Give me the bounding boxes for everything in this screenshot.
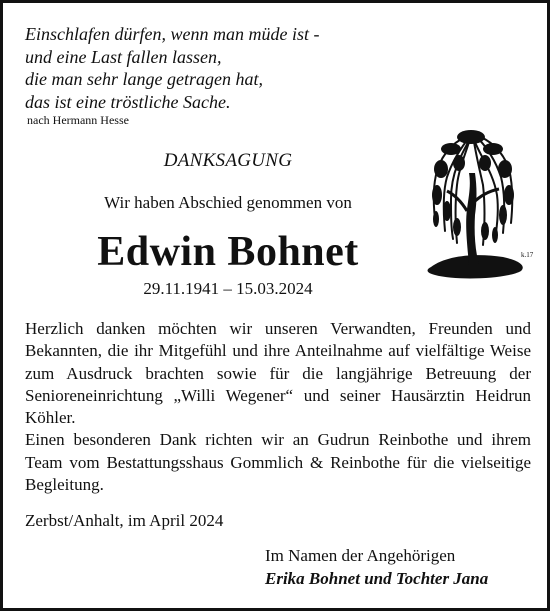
body-text [25, 318, 531, 496]
place-and-date: Zerbst/Anhalt, im April 2024 [25, 511, 224, 530]
special-thanks-paragraph: Einen besonderen Dank richten wir an Gudrun Reinbothe und ihrem Team vom Bestattungsshaus Gommlich & Reinbothe für die vielseitige Begleitung. [25, 430, 531, 495]
thanks-paragraph: Herzlich danken möchten wir unseren Verwandten, Freunden und Bekannten, die ihr Mitgefühl und ihre Anteilnahme auf vielfältige Weise zum Ausdruck brachten sowie für die langjährige Betreuung der Senioreneinrichtung „Willi Wegener“ und seiner Hausärztin Heidrun Köhler. [25, 319, 531, 428]
signoff-names: Erika Bohnet und Tochter Jana [265, 569, 489, 588]
poem [25, 23, 319, 113]
poem-line: die man sehr lange getragen hat, [25, 69, 263, 89]
poem-line: Einschlafen dürfen, wenn man müde ist - [25, 24, 320, 44]
artist-signature: k.17 [521, 251, 534, 259]
deceased-name: Edwin Bohnet [97, 229, 359, 275]
poem-line: das ist eine tröstliche Sache. [25, 91, 231, 112]
signoff-lead: Im Namen der Angehörigen [265, 546, 456, 565]
poem-line: und eine Last fallen lassen, [25, 46, 222, 67]
notice-intro: Wir haben Abschied genommen von [104, 193, 352, 212]
poem-attribution: nach Hermann Hesse [27, 113, 129, 127]
weeping-willow-tree-icon [417, 115, 537, 285]
life-dates: 29.11.1941 – 15.03.2024 [143, 279, 313, 298]
notice-heading: DANKSAGUNG [163, 150, 293, 171]
